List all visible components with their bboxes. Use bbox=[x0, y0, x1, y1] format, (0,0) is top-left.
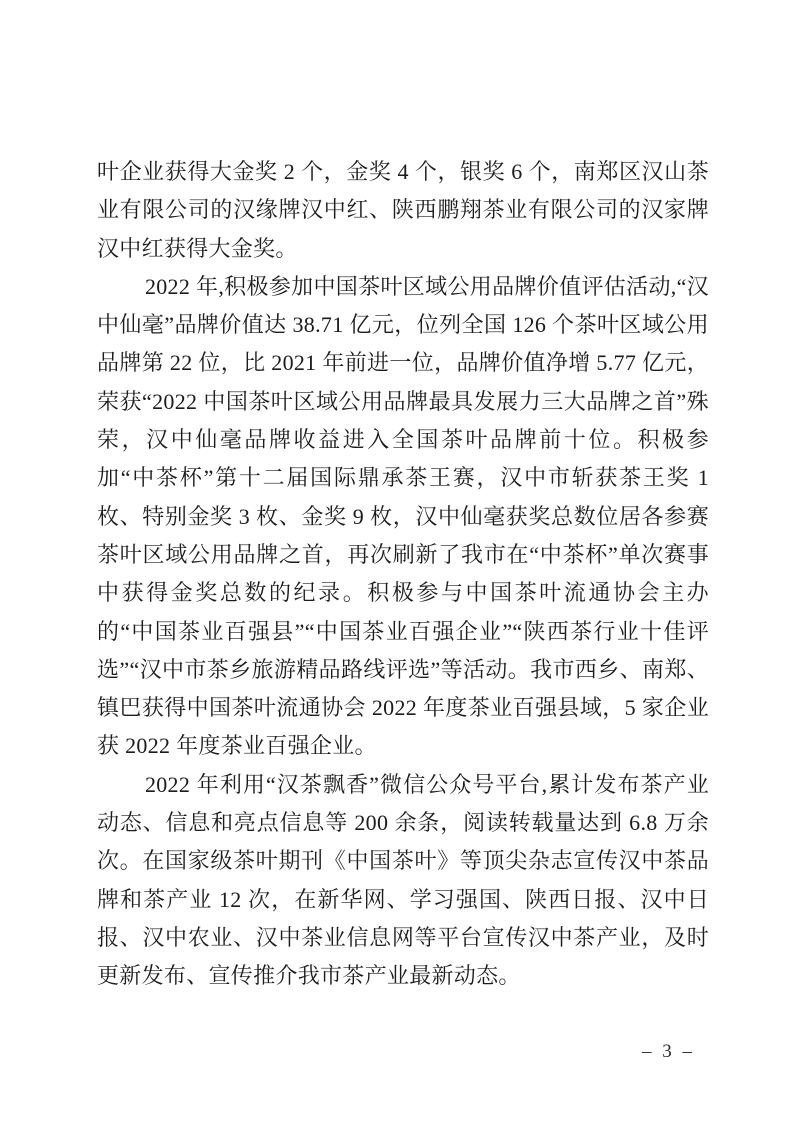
page-number: – 3 – bbox=[642, 1041, 695, 1062]
paragraph-3: 2022 年利用“汉茶飘香”微信公众号平台,累计发布茶产业动态、信息和亮点信息等 200 余条，阅读转载量达到 6.8 万余次。在国家级茶叶期刊《中国茶叶》等顶尖杂志宣传汉中茶品牌和茶产业 12 次，在新华网、学习强国、陕西日报、汉中日报、汉中农业、汉中茶业信息网等平台宣传汉中茶产业，及时更新发布、宣传推介我市茶产业最新动态。 bbox=[97, 771, 709, 989]
paragraph-1: 叶企业获得大金奖 2 个，金奖 4 个，银奖 6 个，南郑区汉山茶业有限公司的汉缘牌汉中红、陕西鹏翔茶业有限公司的汉家牌汉中红获得大金奖。 bbox=[97, 159, 709, 261]
body-text bbox=[97, 153, 709, 996]
paragraph-2: 2022 年,积极参加中国茶叶区域公用品牌价值评估活动,“汉中仙毫”品牌价值达 38.71 亿元，位列全国 126 个茶叶区域公用品牌第 22 位，比 2021 年前进一位，品牌价值净增 5.77 亿元，荣获“2022 中国茶叶区域公用品牌最具发展力三大品牌之首”殊荣，汉中仙毫品牌收益进入全国茶叶品牌前十位。积极参加“中茶杯”第十二届国际鼎承茶王赛，汉中市斩获茶王奖 1 枚、特别金奖 3 枚、金奖 9 枚，汉中仙毫获奖总数位居各参赛茶叶区域公用品牌之首，再次刷新了我市在“中茶杯”单次赛事中获得金奖总数的纪录。积极参与中国茶叶流通协会主办的“中国茶业百强县”“中国茶业百强企业”“陕西茶行业十佳评选”“汉中市茶乡旅游精品路线评选”等活动。我市西乡、南郑、镇巴获得中国茶叶流通协会 2022 年度茶业百强县域，5 家企业获 2022 年度茶业百强企业。 bbox=[97, 273, 709, 759]
